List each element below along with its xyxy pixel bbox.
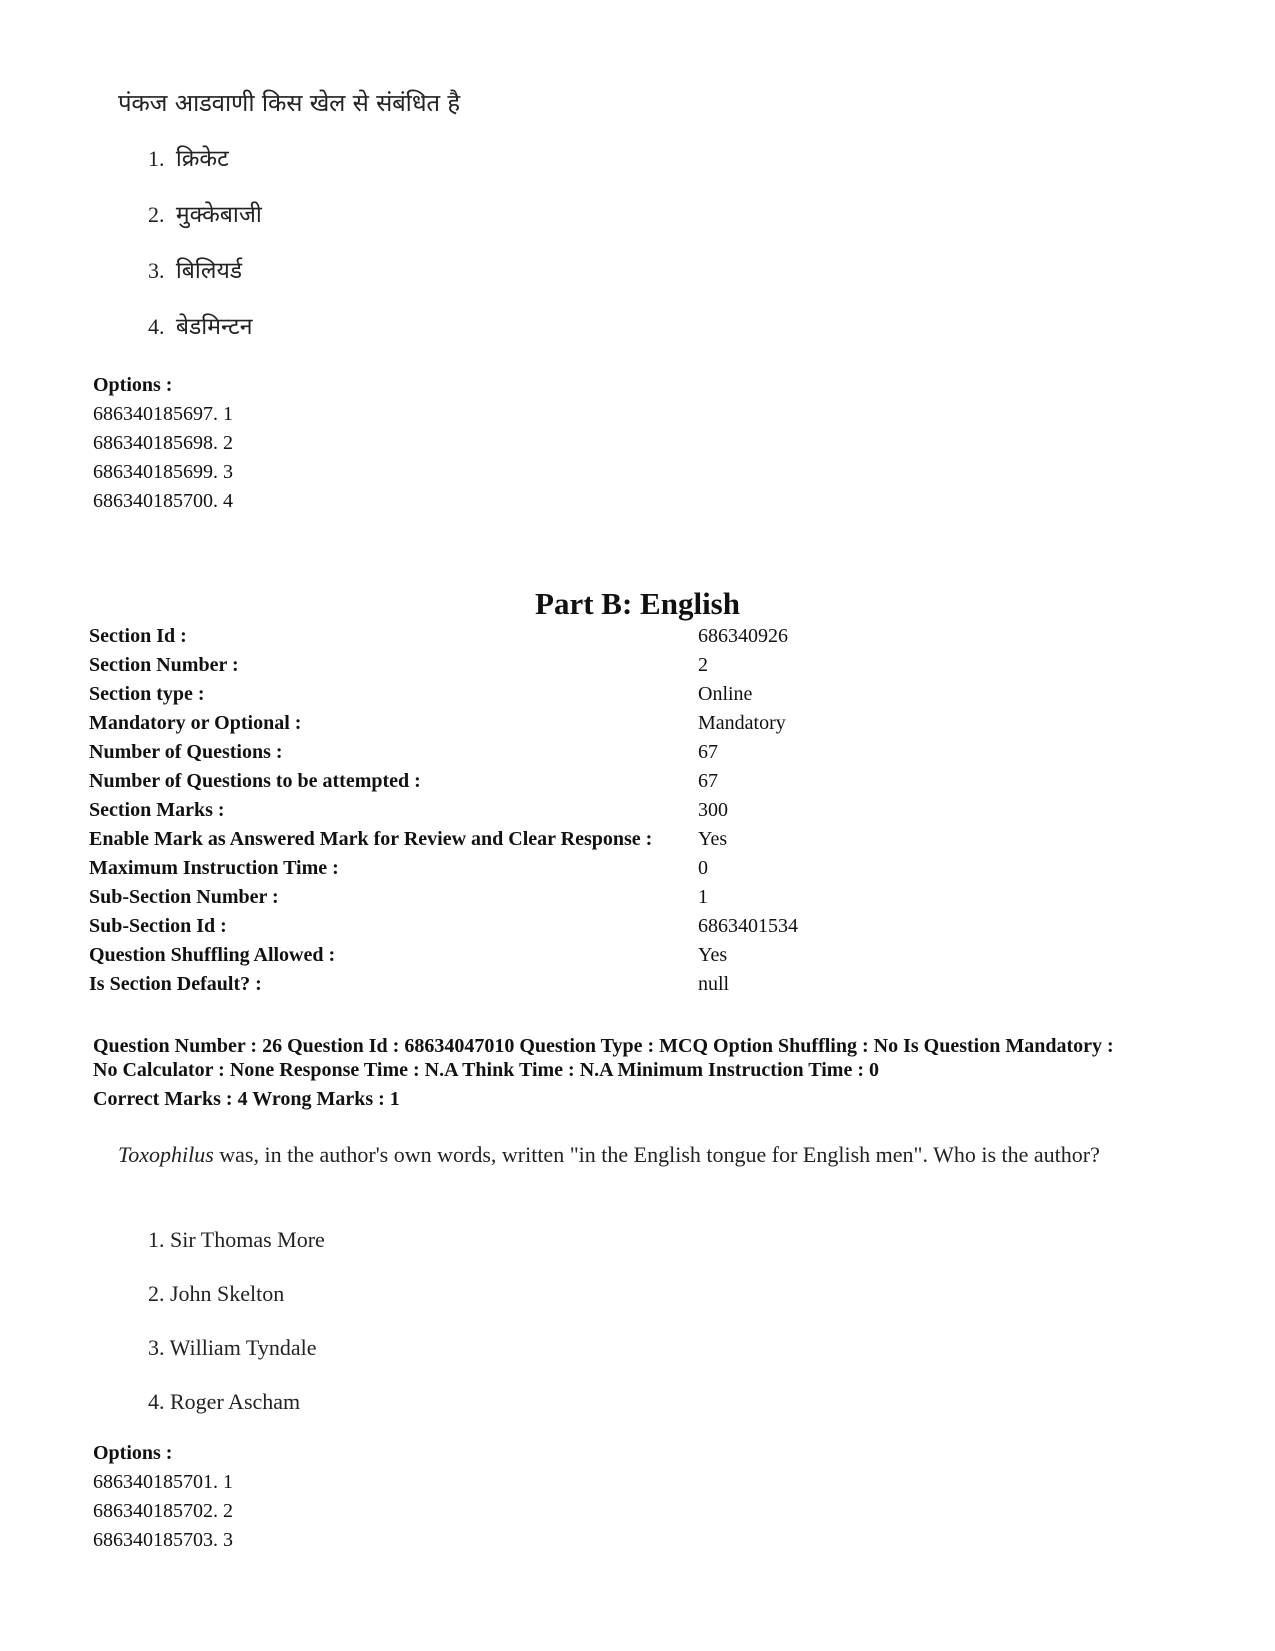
info-label: Section Id : — [89, 625, 187, 647]
info-label: Question Shuffling Allowed : — [89, 944, 336, 966]
section-info-row — [89, 944, 1189, 972]
info-label: Section Marks : — [89, 799, 225, 821]
section-info-row — [89, 828, 1189, 856]
options-label: Options : — [93, 374, 173, 396]
option-id-line: 686340185702. 2 — [93, 1500, 233, 1522]
question-header: Correct Marks : 4 Wrong Marks : 1 — [93, 1088, 400, 1110]
answer-choice: 3. William Tyndale — [148, 1335, 317, 1360]
question-header: No Calculator : None Response Time : N.A Think Time : N.A Minimum Instruction Time : 0 — [93, 1059, 879, 1081]
section-info-row — [89, 857, 1189, 885]
choice-text: बिलियर्ड — [175, 258, 243, 284]
answer-choice: 1. Sir Thomas More — [148, 1227, 325, 1252]
option-id-line: 686340185699. 3 — [93, 461, 233, 483]
section-info-row — [89, 712, 1189, 740]
info-value: Mandatory — [698, 712, 786, 734]
info-label: Is Section Default? : — [89, 973, 262, 995]
choice-number: 1. — [148, 146, 165, 171]
info-value: 67 — [698, 770, 718, 792]
book-title: Toxophilus — [118, 1142, 214, 1167]
choice-number: 2. — [148, 202, 165, 227]
section-info-row — [89, 654, 1189, 682]
choice-text: क्रिकेट — [175, 146, 229, 172]
option-id-line: 686340185698. 2 — [93, 432, 233, 454]
answer-choice: 4. Roger Ascham — [148, 1389, 301, 1414]
answer-choice — [148, 197, 262, 229]
section-heading: Part B: English — [535, 586, 740, 621]
info-label: Section type : — [89, 683, 205, 705]
info-label: Section Number : — [89, 654, 239, 676]
section-info-row — [89, 973, 1189, 1001]
choice-text: मुक्केबाजी — [175, 202, 262, 228]
info-value: 2 — [698, 654, 708, 676]
info-label: Maximum Instruction Time : — [89, 857, 339, 879]
choice-number: 3. — [148, 258, 165, 283]
info-value: 0 — [698, 857, 708, 879]
section-info-row — [89, 886, 1189, 914]
answer-choice — [148, 309, 253, 341]
info-value: 1 — [698, 886, 708, 908]
info-label: Sub-Section Id : — [89, 915, 227, 937]
question-body: was, in the author's own words, written "in the English tongue for English men". Who is the author? — [213, 1142, 1100, 1167]
info-value: 6863401534 — [698, 915, 798, 937]
info-label: Number of Questions : — [89, 741, 283, 763]
info-value: Yes — [698, 828, 728, 850]
section-info-row — [89, 915, 1189, 943]
answer-choice — [148, 141, 229, 173]
section-info-row — [89, 625, 1189, 653]
info-value: 300 — [698, 799, 728, 821]
info-label: Enable Mark as Answered Mark for Review and Clear Response : — [89, 828, 653, 850]
option-id-line: 686340185697. 1 — [93, 403, 233, 425]
info-label: Mandatory or Optional : — [89, 712, 302, 734]
section-info-row — [89, 741, 1189, 769]
question-header: Question Number : 26 Question Id : 68634047010 Question Type : MCQ Option Shuffling : No Is Question Mandatory : — [93, 1035, 1114, 1057]
option-id-line: 686340185703. 3 — [93, 1529, 233, 1551]
section-info-row — [89, 799, 1189, 827]
question-text — [118, 1141, 1118, 1169]
info-label: Number of Questions to be attempted : — [89, 770, 421, 792]
options-label: Options : — [93, 1442, 173, 1464]
info-label: Sub-Section Number : — [89, 886, 279, 908]
option-id-line: 686340185701. 1 — [93, 1471, 233, 1493]
section-info-row — [89, 770, 1189, 798]
choice-text: बेडमिन्टन — [175, 314, 253, 340]
answer-choice — [148, 253, 242, 285]
option-id-line: 686340185700. 4 — [93, 490, 233, 512]
question-text: पंकज आडवाणी किस खेल से संबंधित है — [118, 89, 460, 117]
answer-choice: 2. John Skelton — [148, 1281, 285, 1306]
choice-number: 4. — [148, 314, 165, 339]
info-value: null — [698, 973, 730, 995]
info-value: 67 — [698, 741, 718, 763]
info-value: 686340926 — [698, 625, 788, 647]
info-value: Yes — [698, 944, 728, 966]
section-info-row — [89, 683, 1189, 711]
info-value: Online — [698, 683, 753, 705]
